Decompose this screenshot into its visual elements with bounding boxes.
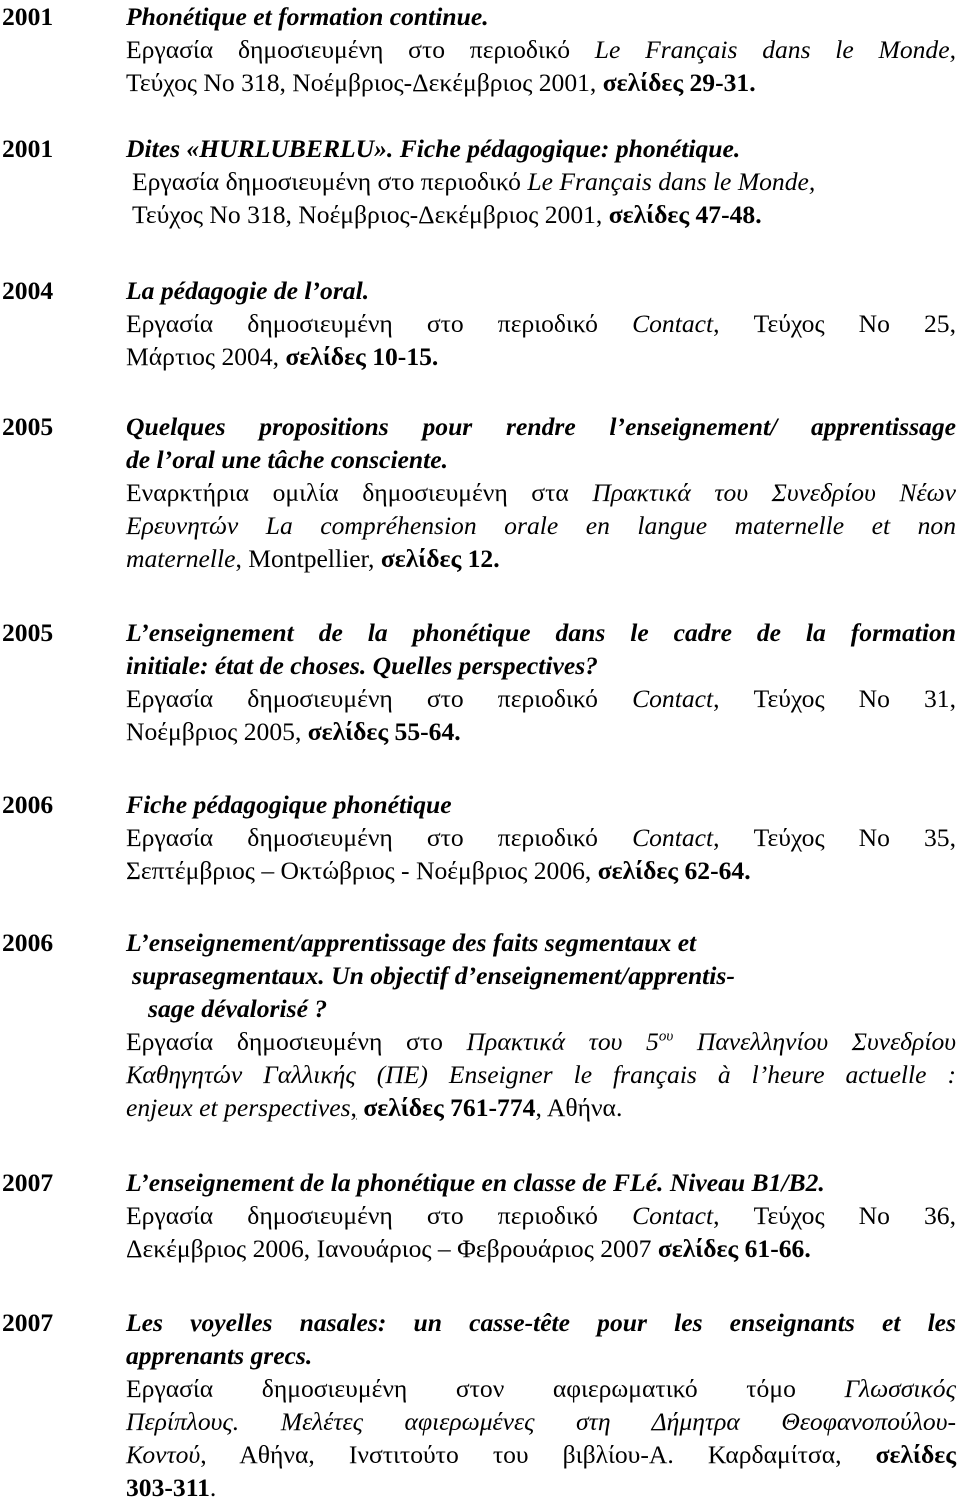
entry-line xyxy=(126,307,956,340)
entry-line xyxy=(126,198,956,231)
line-text: Εργασία δημοσιευμένη στο περιοδικό xyxy=(126,1201,633,1230)
pages: σελίδες 10-15. xyxy=(285,342,439,371)
line-text: Εργασία δημοσιευμένη στον αφιερωματικό τόμο xyxy=(126,1374,845,1403)
line-text: Εργασία δημοσιευμένη στο περιοδικό xyxy=(126,35,595,64)
entry-year: 2007 xyxy=(2,1168,54,1197)
entry-line xyxy=(126,1438,956,1471)
entry-body xyxy=(126,132,956,231)
entry-line xyxy=(126,165,956,198)
entry-title: Les voyelles nasales: un casse-tête pour les enseignants et les xyxy=(126,1308,956,1337)
pages: σελίδες 47-48. xyxy=(608,200,762,229)
proceedings-name: maternelle xyxy=(126,544,236,573)
entry-line xyxy=(126,340,956,373)
entry-year: 2001 xyxy=(2,134,54,163)
entry-line xyxy=(126,33,956,66)
entry-line xyxy=(126,542,956,575)
entry-line xyxy=(126,1405,956,1438)
entry-body xyxy=(126,274,956,373)
entry-title: apprenants grecs. xyxy=(126,1341,313,1370)
entry-line xyxy=(126,1091,956,1124)
pages: 303-311 xyxy=(126,1473,210,1502)
entry-year: 2007 xyxy=(2,1308,54,1337)
entry-title: La pédagogie de l’oral. xyxy=(126,276,370,305)
journal-name: Le Français dans le Monde, xyxy=(527,167,816,196)
proceedings-name: Πρακτικά του Συνεδρίου Νέων xyxy=(592,478,956,507)
line-text: , Τεύχος No 35, xyxy=(713,823,956,852)
entry-title: Phonétique et formation continue. xyxy=(126,2,489,31)
pages: σελίδες 761-774 xyxy=(363,1093,536,1122)
entry-line xyxy=(126,1199,956,1232)
proceedings-name: Ερευνητών La compréhension orale en langue maternelle et non xyxy=(126,511,956,540)
entry-line xyxy=(126,1232,956,1265)
entry-body xyxy=(126,788,956,887)
pages: σελίδες 29-31. xyxy=(602,68,756,97)
line-text: . xyxy=(209,1473,217,1502)
line-text: Εργασία δημοσιευμένη στο περιοδικό xyxy=(126,309,633,338)
line-text: , Τεύχος No 31, xyxy=(713,684,956,713)
line-text: , Montpellier, xyxy=(235,544,381,573)
line-text: , Τεύχος No 36, xyxy=(713,1201,956,1230)
journal-name: Le Français dans le Monde, xyxy=(594,35,956,64)
entry-year: 2004 xyxy=(2,276,54,305)
entry-body xyxy=(126,1166,956,1265)
line-text: Εναρκτήρια ομιλία δημοσιευμένη στα xyxy=(126,478,593,507)
entry-body xyxy=(126,616,956,748)
entry-line xyxy=(126,1058,956,1091)
entry-title: L’enseignement/apprentissage des faits segmentaux et xyxy=(126,928,697,957)
journal-name: Contact xyxy=(632,1201,714,1230)
line-text: , Αθήνα. xyxy=(535,1093,623,1122)
pages: σελίδες 62-64. xyxy=(597,856,751,885)
volume-name: Κοντού xyxy=(126,1440,201,1469)
entry-title: sage dévalorisé ? xyxy=(148,994,328,1023)
entry-line xyxy=(126,66,956,99)
line-text: , xyxy=(350,1093,357,1122)
entry-title: de l’oral une tâche consciente. xyxy=(126,445,449,474)
entry-title: Fiche pédagogique phonétique xyxy=(126,790,452,819)
superscript: ου xyxy=(658,1028,674,1045)
proceedings-name: Πανελληνίου Συνεδρίου xyxy=(673,1027,957,1056)
entry-line xyxy=(126,509,956,542)
proceedings-name: Πρακτικά του 5 xyxy=(466,1027,659,1056)
entry-body xyxy=(126,410,956,575)
entry-line xyxy=(126,854,956,887)
entry-title: initiale: état de choses. Quelles perspectives? xyxy=(126,651,598,680)
line-text: , Αθήνα, Ινστιτούτο του βιβλίου-Α. Καρδαμίτσα, xyxy=(200,1440,876,1469)
line-text: Νοέμβριος 2005, xyxy=(126,717,308,746)
entry-year: 2005 xyxy=(2,618,54,647)
entry-line xyxy=(126,821,956,854)
journal-name: Contact xyxy=(632,684,714,713)
entry-line xyxy=(126,476,956,509)
proceedings-name: Καθηγητών Γαλλικής (ΠΕ) Enseigner le français à l’heure actuelle : xyxy=(126,1060,956,1089)
entry-year: 2005 xyxy=(2,412,54,441)
journal-name: Contact xyxy=(632,823,714,852)
line-text: Σεπτέμβριος – Οκτώβριος - Νοέμβριος 2006, xyxy=(126,856,598,885)
entry-title: Quelques propositions pour rendre l’enseignement/ apprentissage xyxy=(126,412,956,441)
pages: σελίδες xyxy=(875,1440,956,1469)
entry-title: suprasegmentaux. Un objectif d’enseignement/apprentis- xyxy=(132,961,735,990)
line-text: Τεύχος No 318, Νοέμβριος-Δεκέμβριος 2001, xyxy=(126,68,603,97)
line-text: Εργασία δημοσιευμένη στο περιοδικό xyxy=(126,684,633,713)
entry-year: 2006 xyxy=(2,790,54,819)
entry-title: L’enseignement de la phonétique dans le cadre de la formation xyxy=(126,618,956,647)
entry-year: 2001 xyxy=(2,2,54,31)
volume-name: Περίπλους. Μελέτες αφιερωμένες στη Δήμητρα Θεοφανοπούλου- xyxy=(126,1407,956,1436)
entry-title: Dites «HURLUBERLU». Fiche pédagogique: phonétique. xyxy=(126,134,741,163)
pages: σελίδες 55-64. xyxy=(307,717,461,746)
entry-line xyxy=(126,682,956,715)
line-text: Εργασία δημοσιευμένη στο περιοδικό xyxy=(132,167,528,196)
entry-body xyxy=(126,1306,956,1504)
entry-line xyxy=(126,715,956,748)
entry-line xyxy=(126,1025,956,1058)
entry-title: L’enseignement de la phonétique en classe de FLé. Niveau B1/B2. xyxy=(126,1168,825,1197)
entry-body xyxy=(126,926,956,1124)
line-text: Μάρτιος 2004, xyxy=(126,342,286,371)
entry-line xyxy=(126,1372,956,1405)
line-text: , Τεύχος No 25, xyxy=(713,309,956,338)
entry-year: 2006 xyxy=(2,928,54,957)
pages: σελίδες 12. xyxy=(380,544,500,573)
journal-name: Contact xyxy=(632,309,714,338)
entry-line xyxy=(126,1471,956,1504)
line-text: Δεκέμβριος 2006, Ιανουάριος – Φεβρουάριος 2007 xyxy=(126,1234,658,1263)
line-text: Τεύχος No 318, Νοέμβριος-Δεκέμβριος 2001, xyxy=(132,200,609,229)
line-text: Εργασία δημοσιευμένη στο xyxy=(126,1027,467,1056)
line-text: Εργασία δημοσιευμένη στο περιοδικό xyxy=(126,823,633,852)
volume-name: Γλωσσικός xyxy=(844,1374,956,1403)
pages: σελίδες 61-66. xyxy=(657,1234,811,1263)
entry-body xyxy=(126,0,956,99)
proceedings-name: enjeux et perspectives xyxy=(126,1093,351,1122)
